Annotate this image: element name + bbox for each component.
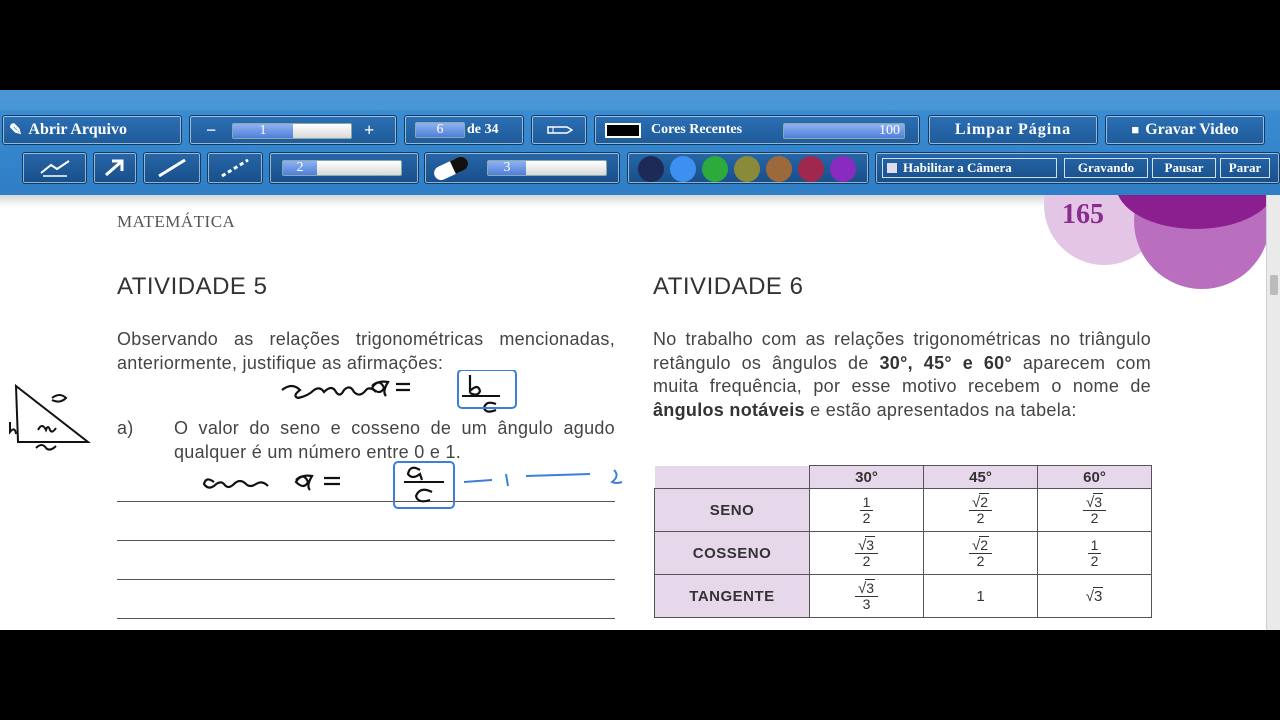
open-file-label: Abrir Arquivo — [28, 121, 127, 138]
checkbox-icon[interactable] — [887, 163, 897, 173]
eraser-control — [424, 152, 620, 184]
header-45: 45° — [924, 466, 1038, 489]
activity5-item-label: a) — [117, 418, 134, 438]
opacity-value: 100 — [784, 124, 904, 138]
line-icon — [155, 157, 189, 179]
arrow-icon — [102, 157, 128, 179]
table-corner — [655, 466, 810, 489]
color-swatch[interactable] — [702, 156, 728, 182]
color-swatch[interactable] — [670, 156, 696, 182]
activity6-text-part: No trabalho com as relações trigonométricas no triângulo retângulo os ângulos de — [653, 329, 1151, 373]
page-navigator — [404, 115, 524, 145]
zoom-slider[interactable] — [232, 123, 352, 139]
row-tangente: TANGENTE — [655, 575, 810, 618]
arrow-tool-button[interactable] — [93, 152, 137, 184]
tan-45: 1 — [924, 575, 1038, 618]
dashed-line-icon — [218, 157, 252, 179]
row-cosseno: COSSENO — [655, 532, 810, 575]
line-width-value: 2 — [283, 161, 317, 175]
page-current: 6 — [416, 123, 464, 137]
eraser-icon[interactable] — [427, 155, 477, 181]
hand-draw-icon — [37, 157, 73, 179]
recording-status-button[interactable]: Gravando — [1064, 158, 1148, 178]
header-60: 60° — [1038, 466, 1152, 489]
recent-colors-label: Cores Recentes — [651, 122, 743, 137]
current-color-swatch[interactable] — [605, 123, 641, 138]
vertical-scrollbar[interactable] — [1266, 195, 1280, 630]
sin-60: $\frac{√3}{2}$ — [1038, 489, 1152, 532]
zoom-value: 1 — [233, 124, 293, 138]
pen-tool-button[interactable] — [531, 115, 587, 145]
color-swatch[interactable] — [798, 156, 824, 182]
camera-icon: ■ — [1131, 122, 1140, 137]
camera-recording-panel — [875, 152, 1280, 184]
open-file-icon: ✎ — [9, 122, 23, 139]
table-header-row — [655, 466, 1152, 489]
header-30: 30° — [810, 466, 924, 489]
row-seno: SENO — [655, 489, 810, 532]
page-input[interactable] — [415, 122, 465, 138]
clear-page-button[interactable]: Limpar Página — [928, 115, 1098, 145]
activity6-text-part: e estão apresentados na tabela: — [804, 399, 1077, 420]
table-row — [655, 575, 1152, 618]
page-count: de 34 — [467, 122, 499, 137]
sin-30: $\frac{1}{2}$ — [810, 489, 924, 532]
open-file-button[interactable] — [2, 115, 182, 145]
record-video-button[interactable] — [1105, 115, 1265, 145]
activity5-item-text: O valor do seno e cosseno de um ângulo agudo qualquer é um número entre 0 e 1. — [174, 418, 615, 462]
enable-camera-label: Habilitar a Câmera — [903, 160, 1012, 175]
line-width-slider[interactable] — [282, 160, 402, 176]
activity6-text-part: aparecem com muita frequência, por esse motivo recebem o nome de — [653, 352, 1152, 396]
zoom-out-button[interactable]: − — [206, 119, 217, 140]
answer-line — [117, 618, 615, 619]
recent-colors-panel — [594, 115, 920, 145]
eraser-size-value: 3 — [488, 161, 526, 175]
pause-button[interactable]: Pausar — [1152, 158, 1216, 178]
color-swatch[interactable] — [734, 156, 760, 182]
cos-60: $\frac{1}{2}$ — [1038, 532, 1152, 575]
annotation-toolbar — [0, 90, 1280, 195]
record-video-label: Gravar Video — [1145, 121, 1239, 138]
color-palette — [627, 152, 869, 184]
dashed-line-tool-button[interactable] — [207, 152, 263, 184]
color-swatch[interactable] — [830, 156, 856, 182]
activity6-angles: 30°, 45° e 60° — [879, 352, 1012, 373]
select-tool-button[interactable] — [22, 152, 87, 184]
notable-angles-table — [654, 465, 1152, 618]
tan-30: $\frac{√3}{3}$ — [810, 575, 924, 618]
cos-45: $\frac{√2}{2}$ — [924, 532, 1038, 575]
subject-header: MATEMÁTICA — [117, 212, 236, 231]
table-row — [655, 489, 1152, 532]
zoom-in-button[interactable]: + — [364, 119, 375, 140]
eraser-size-slider[interactable] — [487, 160, 607, 176]
decorative-circles — [1006, 195, 1266, 305]
answer-line — [117, 579, 615, 580]
color-swatch[interactable] — [638, 156, 664, 182]
enable-camera-button[interactable] — [882, 158, 1057, 178]
activity5-title: ATIVIDADE 5 — [117, 273, 268, 300]
activity6-text — [653, 328, 1151, 422]
activity6-notable-angles: ângulos notáveis — [653, 399, 805, 420]
sin-45: $\frac{√2}{2}$ — [924, 489, 1038, 532]
opacity-slider[interactable] — [783, 123, 905, 139]
stop-button[interactable]: Parar — [1220, 158, 1270, 178]
line-width-control — [269, 152, 419, 184]
table-row — [655, 532, 1152, 575]
activity5-intro: Observando as relações trigonométricas mencionadas, anteriormente, justifique as afirmações: — [117, 329, 615, 373]
zoom-control — [189, 115, 397, 145]
line-tool-button[interactable] — [143, 152, 201, 184]
handwritten-annotations — [0, 370, 640, 510]
activity6-title: ATIVIDADE 6 — [653, 273, 804, 300]
pencil-icon — [545, 123, 573, 137]
cos-30: $\frac{√3}{2}$ — [810, 532, 924, 575]
page-number: 165 — [1062, 199, 1104, 230]
color-swatch[interactable] — [766, 156, 792, 182]
tan-60: √3 — [1038, 575, 1152, 618]
answer-line — [117, 540, 615, 541]
scrollbar-thumb[interactable] — [1270, 275, 1278, 295]
document-page — [0, 195, 1266, 630]
toolbar-gloss — [0, 90, 1280, 110]
